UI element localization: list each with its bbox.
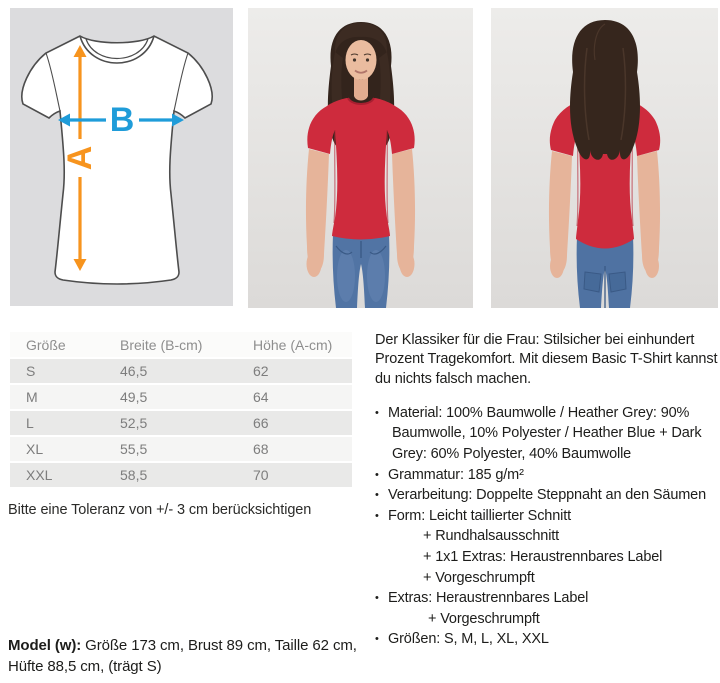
model-info-line2: Hüfte 88,5 cm, (trägt S) xyxy=(8,657,162,675)
bullet-icon: • xyxy=(375,592,379,605)
table-cell: XXL xyxy=(26,467,53,483)
column-header-breite: Breite (B-cm) xyxy=(120,336,203,353)
description-subitem xyxy=(375,547,720,568)
model-info-measurements: Größe 173 cm, Brust 89 cm, Taille 62 cm, xyxy=(85,637,357,654)
description-item-text: Form: Leicht taillierter Schnitt xyxy=(388,507,571,524)
model-front-photo xyxy=(248,8,473,308)
description-item-text: Verarbeitung: Doppelte Steppnaht an den Säumen xyxy=(388,487,706,504)
table-cell: 46,5 xyxy=(120,363,148,379)
table-cell: 52,5 xyxy=(120,415,148,431)
hand-left xyxy=(550,254,564,278)
description-item-text: Material: 100% Baumwolle / Heather Grey: 90% xyxy=(388,404,690,421)
description-item xyxy=(375,403,720,424)
table-row-xl xyxy=(10,435,352,461)
hand-right xyxy=(645,254,659,278)
bullet-icon: • xyxy=(375,406,379,419)
description-subitem xyxy=(375,526,720,547)
description-intro-line: Prozent Tragekomfort. Mit diesem Basic T-Shirt kannst xyxy=(375,351,718,368)
bullet-icon: • xyxy=(375,468,379,481)
description-item-text: Grey: 60% Polyester, 40% Baumwolle xyxy=(392,446,632,463)
column-header-groesse: Größe xyxy=(26,336,66,353)
description-item-text: + Vorgeschrumpft xyxy=(423,569,535,586)
table-cell: 64 xyxy=(253,389,269,405)
description-item xyxy=(375,485,720,506)
description-item xyxy=(375,588,720,609)
jeans-back-pocket-left xyxy=(584,272,601,292)
bullet-icon: • xyxy=(375,489,379,502)
description-item-text: + 1x1 Extras: Heraustrennbares Label xyxy=(423,549,663,566)
table-cell: 62 xyxy=(253,363,269,379)
model-back-photo xyxy=(491,8,718,308)
description-item-text: Grammatur: 185 g/m² xyxy=(388,466,524,483)
size-diagram-svg xyxy=(10,8,233,306)
table-cell: 66 xyxy=(253,415,269,431)
description-item-text: Baumwolle, 10% Polyester / Heather Blue + Dark xyxy=(392,425,702,442)
table-cell: 70 xyxy=(253,467,269,483)
table-row-l xyxy=(10,409,352,435)
description-item xyxy=(375,423,720,444)
table-row-s xyxy=(10,357,352,383)
hair-back-view xyxy=(570,20,640,160)
description-item-text: Extras: Heraustrennbares Label xyxy=(388,590,589,607)
eye-right xyxy=(366,58,369,61)
description-item xyxy=(375,465,720,486)
model-info xyxy=(8,636,368,677)
table-cell: S xyxy=(26,363,36,379)
label-b: B xyxy=(109,101,135,139)
jeans-back-pocket-right xyxy=(609,272,626,292)
table-row-m xyxy=(10,383,352,409)
size-diagram xyxy=(10,8,233,306)
table-cell: 68 xyxy=(253,441,269,457)
tolerance-note: Bitte eine Toleranz von +/- 3 cm berücksichtigen xyxy=(8,502,312,518)
jeans-wash-right xyxy=(367,250,385,302)
description-item xyxy=(375,444,720,465)
table-cell: XL xyxy=(26,441,44,457)
description-intro-line: Der Klassiker für die Frau: Stilsicher bei einhundert xyxy=(375,332,695,348)
label-a: A xyxy=(61,145,99,171)
jeans-wash-left xyxy=(337,250,355,302)
model-front-svg xyxy=(248,8,473,308)
face xyxy=(346,40,377,80)
table-cell: 58,5 xyxy=(120,467,148,483)
table-cell: L xyxy=(26,415,34,431)
description-list xyxy=(375,403,720,650)
hand-right xyxy=(400,251,415,277)
model-info-label: Model (w): xyxy=(8,637,82,654)
description-item-text: Größen: S, M, L, XL, XXL xyxy=(388,631,549,648)
size-table-header xyxy=(10,332,352,357)
description-item xyxy=(375,506,720,527)
table-cell: 49,5 xyxy=(120,389,148,405)
description-item xyxy=(375,629,720,650)
size-table xyxy=(10,332,352,487)
bullet-icon: • xyxy=(375,509,379,522)
model-info-line1 xyxy=(8,636,368,657)
tshirt-outline xyxy=(22,36,212,284)
description-intro-line: du nichts falsch machen. xyxy=(375,370,531,387)
description-subitem xyxy=(375,568,720,589)
product-description xyxy=(375,331,720,650)
bullet-icon: • xyxy=(375,633,379,646)
table-cell: 55,5 xyxy=(120,441,148,457)
description-item-text: + Rundhalsausschnitt xyxy=(423,528,560,545)
table-cell: M xyxy=(26,389,38,405)
hand-left xyxy=(307,251,322,277)
description-subitem xyxy=(375,609,720,630)
model-back-svg xyxy=(491,8,718,308)
column-header-hoehe: Höhe (A-cm) xyxy=(253,336,333,353)
table-row-xxl xyxy=(10,461,352,487)
description-item-text: + Vorgeschrumpft xyxy=(428,610,540,627)
eye-left xyxy=(353,58,356,61)
